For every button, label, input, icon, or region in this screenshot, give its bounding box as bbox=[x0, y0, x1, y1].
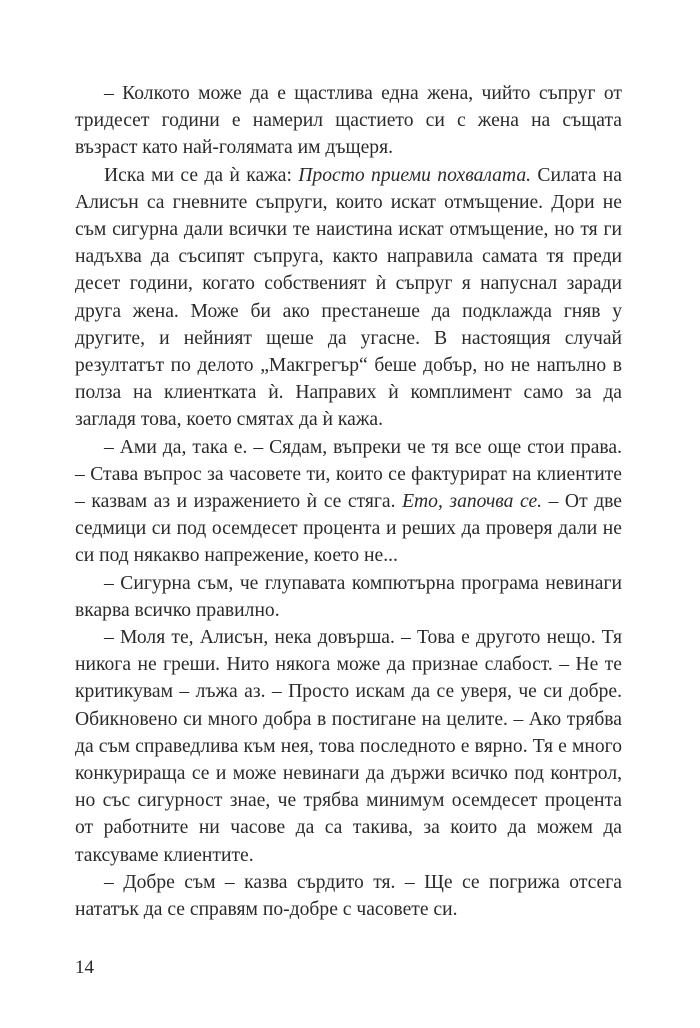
text-run: – Сигурна съм, че глупавата компютърна програма невинаги вкарва всичко правилно. bbox=[75, 572, 622, 621]
text-run: Иска ми се да ѝ кажа: bbox=[104, 164, 299, 186]
paragraph bbox=[75, 570, 622, 624]
text-run: Силата на Алисън са гневните съпруги, които искат отмъщение. Дори не съм сигурна дали всички те наистина искат отмъщение, но тя ги надъхва да съсипят съпруга, както направила самата тя преди десет години, когато собственият ѝ съпруг я напуснал заради друга жена. Може би ако престанеше да подклажда гняв у другите, и нейният щеше да угасне. В настоящия случай резултатът по делото „Макгрегър“ беше добър, но не напълно в полза на клиентката ѝ. Направих ѝ комплимент само за да загладя това, което смятах да ѝ кажа. bbox=[75, 164, 622, 431]
text-run: – Ами да, така е. – Сядам, въпреки че тя все още стои права. – Става въпрос за часовете ти, които се фактурират на клиентите – казвам аз и изражението ѝ се стяга. bbox=[75, 436, 622, 513]
page-number: 14 bbox=[75, 957, 94, 978]
paragraph bbox=[75, 80, 622, 162]
italic-text-run: Просто приеми похвалата. bbox=[298, 164, 532, 186]
paragraph bbox=[75, 869, 622, 923]
body-text bbox=[75, 80, 622, 923]
paragraph bbox=[75, 434, 622, 570]
italic-text-run: Ето, започва се. bbox=[402, 491, 543, 513]
text-run: – Моля те, Алисън, нека довърша. – Това е другото нещо. Тя никога не греши. Нито някога може да признае слабост. – Не те критикувам – лъжа аз. – Просто искам да се уверя, че си добре. Обикновено си много добра в постигане на целите. – Ако трябва да съм справедлива към нея, това последното е вярно. Тя е много конкурираща се и може невинаги да държи всичко под контрол, но със сигурност знае, че трябва минимум осемдесет процента от работните ни часове да са такива, за които да можем да таксуваме клиентите. bbox=[75, 627, 622, 866]
text-run: – Колкото може да е щастлива една жена, чийто съпруг от тридесет години е намерил щастието си с жена на същата възраст като най-голямата им дъщеря. bbox=[75, 83, 622, 159]
text-run: – Добре съм – казва сърдито тя. – Ще се погрижа отсега нататък да се справям по-добре с часовете си. bbox=[75, 871, 622, 921]
paragraph bbox=[75, 162, 622, 434]
text-run: – От две седмици си под осемдесет процента и реших да проверя дали не си под някакво напрежение, което не... bbox=[75, 491, 622, 567]
paragraph bbox=[75, 624, 622, 869]
